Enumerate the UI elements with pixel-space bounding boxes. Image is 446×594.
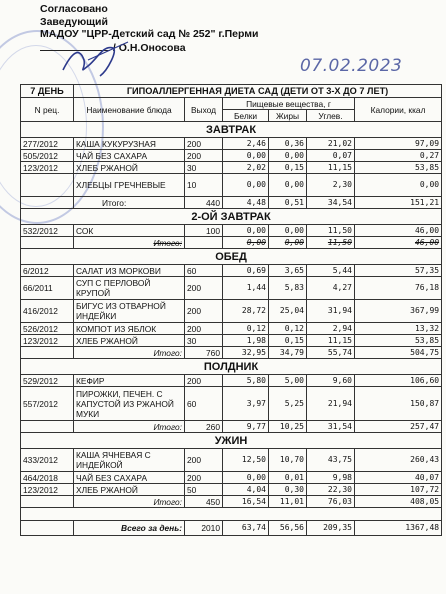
column-header-row: [21, 98, 442, 110]
table-row: 433/2012 КАША ЯЧНЕВАЯ С ИНДЕЙКОЙ 200 12,50 10,70 43,75 260,43: [21, 449, 442, 472]
section-breakfast: ЗАВТРАК: [21, 122, 442, 138]
table-row: 529/2012 КЕФИР 200 5,80 5,00 9,60 106,60: [21, 375, 442, 387]
table-row: 505/2012 ЧАЙ БЕЗ САХАРА 200 0,00 0,00 0,07 0,27: [21, 150, 442, 162]
table-row: 464/2018 ЧАЙ БЕЗ САХАРА 200 0,00 0,01 9,98 40,07: [21, 472, 442, 484]
col-calories: Калории, ккал: [355, 98, 442, 122]
approval-line-3: МАДОУ "ЦРР-Детский сад № 252" г.Перми: [40, 28, 259, 40]
col-carb: Углев.: [307, 110, 355, 122]
col-recipe-number: N рец.: [21, 98, 74, 122]
col-output: Выход: [185, 98, 223, 122]
table-row: 557/2012 ПИРОЖКИ, ПЕЧЕН. С КАПУСТОЙ ИЗ РЖАНОЙ МУКИ 60 3,97 5,25 21,94 150,87: [21, 387, 442, 421]
director-name: / О.Н.Оносова: [112, 41, 186, 54]
table-row: 6/2012 САЛАТ ИЗ МОРКОВИ 60 0,69 3,65 5,44 57,35: [21, 265, 442, 277]
table-row: 416/2012 БИГУС ИЗ ОТВАРНОЙ ИНДЕЙКИ 200 28,72 25,04 31,94 367,99: [21, 300, 442, 323]
itogo-label: Итого:: [74, 421, 185, 433]
table-row: 526/2012 КОМПОТ ИЗ ЯБЛОК 200 0,12 0,12 2,94 13,32: [21, 323, 442, 335]
table-row: ХЛЕБЦЫ ГРЕЧНЕВЫЕ 10 0,00 0,00 2,30 0,00: [21, 174, 442, 197]
day-total-row: Всего за день: 2010 63,74 56,56 209,35 1367,48: [21, 521, 442, 536]
section-lunch: ОБЕД: [21, 249, 442, 265]
itogo-label: Итого:: [74, 496, 185, 508]
itogo-label: Итого:: [74, 197, 185, 209]
subtotal-row: Итого: 0,00 0,00 11,50 46,00: [21, 237, 442, 249]
day-label: 7 ДЕНЬ: [21, 85, 74, 98]
subtotal-row: Итого: 450 16,54 11,01 76,03 408,05: [21, 496, 442, 508]
table-header-title: [21, 85, 442, 98]
table-row: 123/2012 ХЛЕБ РЖАНОЙ 30 2,02 0,15 11,15 53,85: [21, 162, 442, 174]
handwritten-signature: [58, 40, 138, 80]
approval-line-1: Согласовано: [40, 3, 108, 15]
col-dish-name: Наименование блюда: [74, 98, 185, 122]
table-row: 277/2012 КАША КУКУРУЗНАЯ 200 2,46 0,36 21,02 97,09: [21, 138, 442, 150]
col-protein: Белки: [223, 110, 269, 122]
subtotal-row: Итого: 760 32,95 34,79 55,74 504,75: [21, 347, 442, 359]
subtotal-row: Итого: 260 9,77 10,25 31,54 257,47: [21, 421, 442, 433]
table-row: 123/2012 ХЛЕБ РЖАНОЙ 30 1,98 0,15 11,15 53,85: [21, 335, 442, 347]
itogo-label: Итого:: [74, 347, 185, 359]
section-dinner: УЖИН: [21, 433, 442, 449]
subtotal-row: Итого: 440 4,48 0,51 34,54 151,21: [21, 197, 442, 209]
table-row: 532/2012 СОК 100 0,00 0,00 11,50 46,00: [21, 225, 442, 237]
col-nutrients: Пищевые вещества, г: [223, 98, 355, 110]
itogo-label: Итого:: [74, 237, 185, 249]
menu-table: [20, 84, 442, 536]
approval-line-2: Заведующий: [40, 15, 108, 28]
table-row: 123/2012 ХЛЕБ РЖАНОЙ 50 4,04 0,30 22,30 107,72: [21, 484, 442, 496]
handwritten-date: 07.02.2023: [300, 56, 403, 76]
section-afternoon-snack: ПОЛДНИК: [21, 359, 442, 375]
blank-row: [21, 508, 442, 521]
col-fat: Жиры: [269, 110, 307, 122]
table-row: 66/2011 СУП С ПЕРЛОВОЙ КРУПОЙ 200 1,44 5,83 4,27 76,18: [21, 277, 442, 300]
day-total-label: Всего за день:: [74, 521, 185, 536]
section-second-breakfast: 2-ОЙ ЗАВТРАК: [21, 209, 442, 225]
diet-title: ГИПОАЛЛЕРГЕННАЯ ДИЕТА САД (ДЕТИ ОТ 3-Х ДО 7 ЛЕТ): [74, 85, 442, 98]
